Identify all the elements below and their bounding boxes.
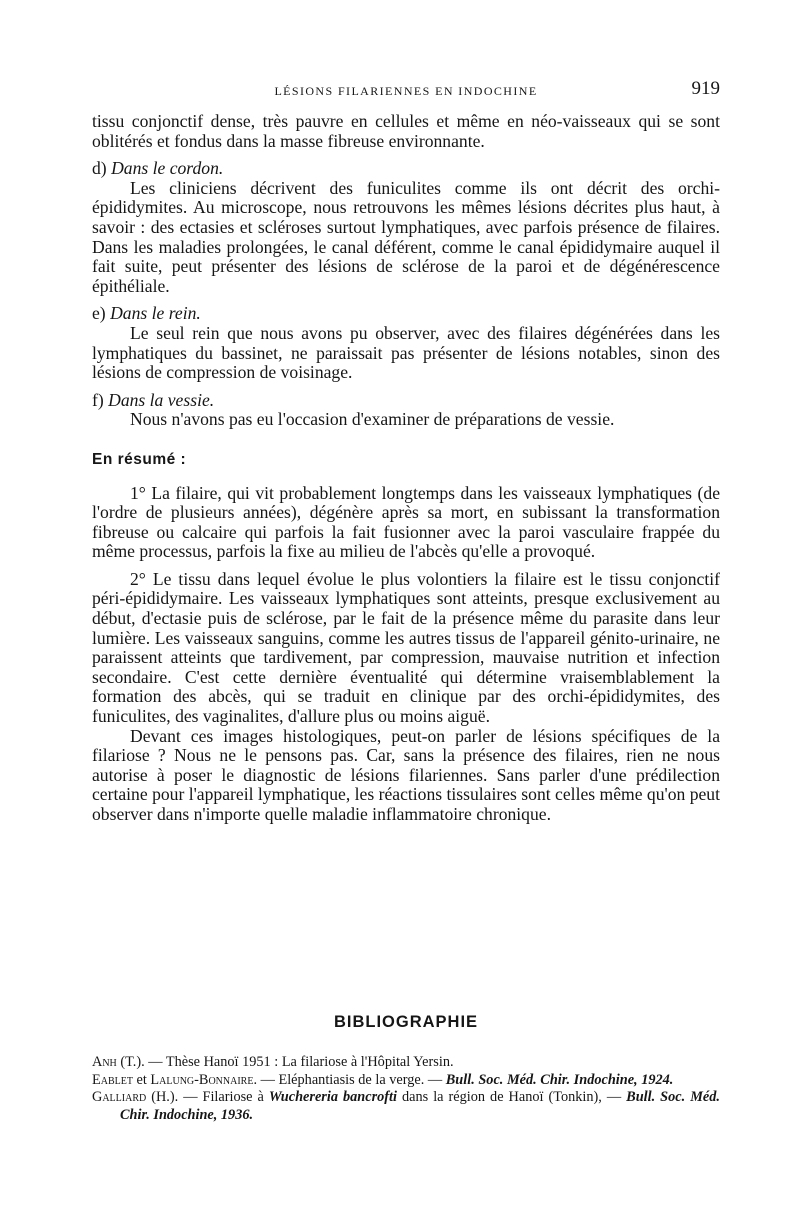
entry-text: — Filariose à [178,1089,269,1105]
page-number: 919 [691,78,720,99]
entry-text-2: dans la région de Hanoï (Tonkin), — [397,1089,627,1105]
entry-text: — Thèse Hanoï 1951 : La filariose à l'Hôpital Yersin. [144,1054,454,1070]
entry-connector: et [132,1071,151,1088]
entry-species: Wuchereria bancrofti [268,1089,397,1105]
section-f-paragraph: Nous n'avons pas eu l'occasion d'examiner de préparations de vessie. [130,409,615,430]
summary-point-1: 1° La filaire, qui vit probablement longtemps dans les vaisseaux lymphatiques (de l'ordre de plusieurs années), dégénère après sa mort, en subissant la transformation fibreuse ou calcaire qui parfois la fait fusionner avec la paroi vasculaire frappée du même processus, parfois la fixe au milieu de l'abcès qu'elle a provoqué. [92,482,720,562]
section-d-title: Dans le cordon. [111,158,224,179]
running-title: LÉSIONS FILARIENNES EN INDOCHINE [274,84,538,98]
section-d-label: d) [92,158,107,179]
section-e-title: Dans le rein. [110,303,201,324]
body-text [92,112,720,825]
summary-point-2: 2° Le tissu dans lequel évolue le plus volontiers la filaire est le tissu conjonctif péri-épididymaire. Les vaisseaux lymphatiques sont atteints, presque exclusivement au début, d'ectasie puis de sclérose, par le fait de la présence même du parasite dans leur lumière. Les vaisseaux sanguins, comme les autres tissus de l'appareil génito-urinaire, ne paraissent atteints que tardivement, par compression, mauvaise nutrition et infection secondaire. C'est cette dernière éventualité qui détermine vraisemblablement la formation des abcès, qui se traduit en clinique par des orchi-épididymites, des funiculites, des vaginalites, d'allure plus ou moins aiguë. [92,568,720,727]
section-f-label: f) [92,389,104,410]
entry-journal: Bull. Soc. Méd. Chir. Indochine, 1936. [120,1089,720,1123]
bibliography-list [92,1054,720,1124]
entry-text: — Eléphantiasis de la verge. — [257,1071,446,1088]
bibliography-entry [92,1089,720,1124]
section-f-title: Dans la vessie. [108,389,215,410]
bibliography-entry [92,1054,720,1072]
bibliography-heading: BIBLIOGRAPHIE [333,1013,479,1031]
summary-heading: En résumé : [92,450,187,468]
section-e-heading [92,304,720,324]
entry-journal: Bull. Soc. Méd. Chir. Indochine, 1924. [445,1071,674,1088]
entry-author: Eablet [92,1071,133,1088]
intro-paragraph: tissu conjonctif dense, très pauvre en cellules et même en néo-vaisseaux qui se sont oblitérés et fondus dans la masse fibreuse environnante. [92,111,720,151]
conclusion-paragraph: Devant ces images histologiques, peut-on parler de lésions spécifiques de la filariose ? Nous ne le pensons pas. Car, sans la présence des filaires, rien ne nous autorise à poser le diagnostic de lésions filariennes. Sans parler d'une prédilection certaine pour l'appareil lymphatique, les réactions tissulaires sont celles même qu'on peut observer dans n'importe quelle maladie inflammatoire chronique. [92,725,720,824]
section-e-paragraph: Le seul rein que nous avons pu observer, avec des filaires dégénérées dans les lymphatiques du bassinet, ne paraissait pas présenter de lésions notables, sinon des lésions de compression de voisinage. [92,322,720,383]
entry-author: Anh (T.). [92,1054,145,1070]
entry-author: Galliard (H.). [92,1089,179,1105]
page-header [92,78,720,102]
section-e-label: e) [92,303,106,324]
section-d-heading [92,159,720,179]
entry-author-2: Lalung-Bonnaire. [150,1071,258,1088]
section-f-heading [92,391,720,411]
bibliography-entry [92,1072,720,1090]
section-d-paragraph: Les cliniciens décrivent des funiculites comme ils ont décrit des orchi-épididymites. Au microscope, nous retrouvons les mêmes lésions décrites plus haut, à savoir : des ectasies et scléroses surtout lymphatiques, avec parfois présence de filaires. Dans les maladies prolongées, le canal déférent, comme le canal épididymaire auquel il fait suite, peut présenter des lésions de sclérose de la paroi et de dégénérescence épithéliale. [92,177,720,296]
